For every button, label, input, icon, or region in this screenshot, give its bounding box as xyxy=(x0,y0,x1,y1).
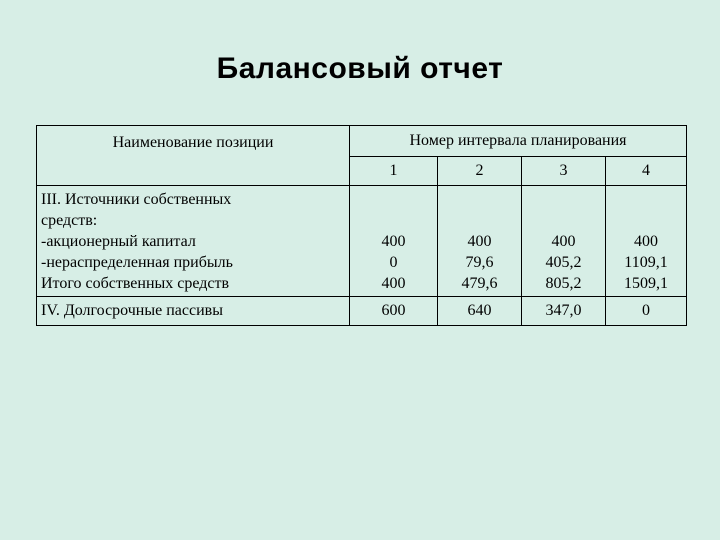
table-cell-value: 640 xyxy=(438,297,522,326)
table-cell-value: 400 xyxy=(634,233,658,250)
section3-label xyxy=(37,186,350,297)
table-cell-value: 0 xyxy=(389,254,398,271)
table-cell-value: 600 xyxy=(350,297,438,326)
header-interval-2: 2 xyxy=(438,157,522,186)
section3-values-interval-1 xyxy=(350,186,438,297)
table-cell-value: 479,6 xyxy=(461,275,498,292)
balance-table xyxy=(36,125,687,326)
table-cell-value: 1109,1 xyxy=(624,254,668,271)
table-row xyxy=(37,186,687,297)
section3-line: Итого собственных средств xyxy=(41,275,230,292)
section3-values-interval-3 xyxy=(522,186,606,297)
section4-label: IV. Долгосрочные пассивы xyxy=(37,297,350,326)
header-position-name: Наименование позиции xyxy=(37,126,350,186)
header-interval-1: 1 xyxy=(350,157,438,186)
page-title: Балансовый отчет xyxy=(216,52,504,85)
section3-values-interval-4 xyxy=(606,186,687,297)
header-interval-3: 3 xyxy=(522,157,606,186)
section3-line: III. Источники собственных xyxy=(41,191,232,208)
table-cell-value: 347,0 xyxy=(522,297,606,326)
header-planning-interval: Номер интервала планирования xyxy=(350,126,687,157)
table-cell-value: 1509,1 xyxy=(624,275,668,292)
table-cell-value: 405,2 xyxy=(545,254,582,271)
section3-line: средств: xyxy=(41,212,98,229)
table-header-row xyxy=(37,126,687,157)
table-cell-value: 400 xyxy=(381,233,406,250)
table-cell-value: 400 xyxy=(467,233,492,250)
table-cell-value: 400 xyxy=(381,275,406,292)
table-row xyxy=(37,297,687,326)
section3-line: -акционерный капитал xyxy=(41,233,196,250)
table-cell-value: 79,6 xyxy=(465,254,494,271)
header-interval-4: 4 xyxy=(606,157,687,186)
table-cell-value: 0 xyxy=(606,297,687,326)
table-cell-value: 400 xyxy=(551,233,576,250)
table-cell-value: 805,2 xyxy=(545,275,582,292)
section3-values-interval-2 xyxy=(438,186,522,297)
section3-line: -нераспределенная прибыль xyxy=(41,254,233,271)
